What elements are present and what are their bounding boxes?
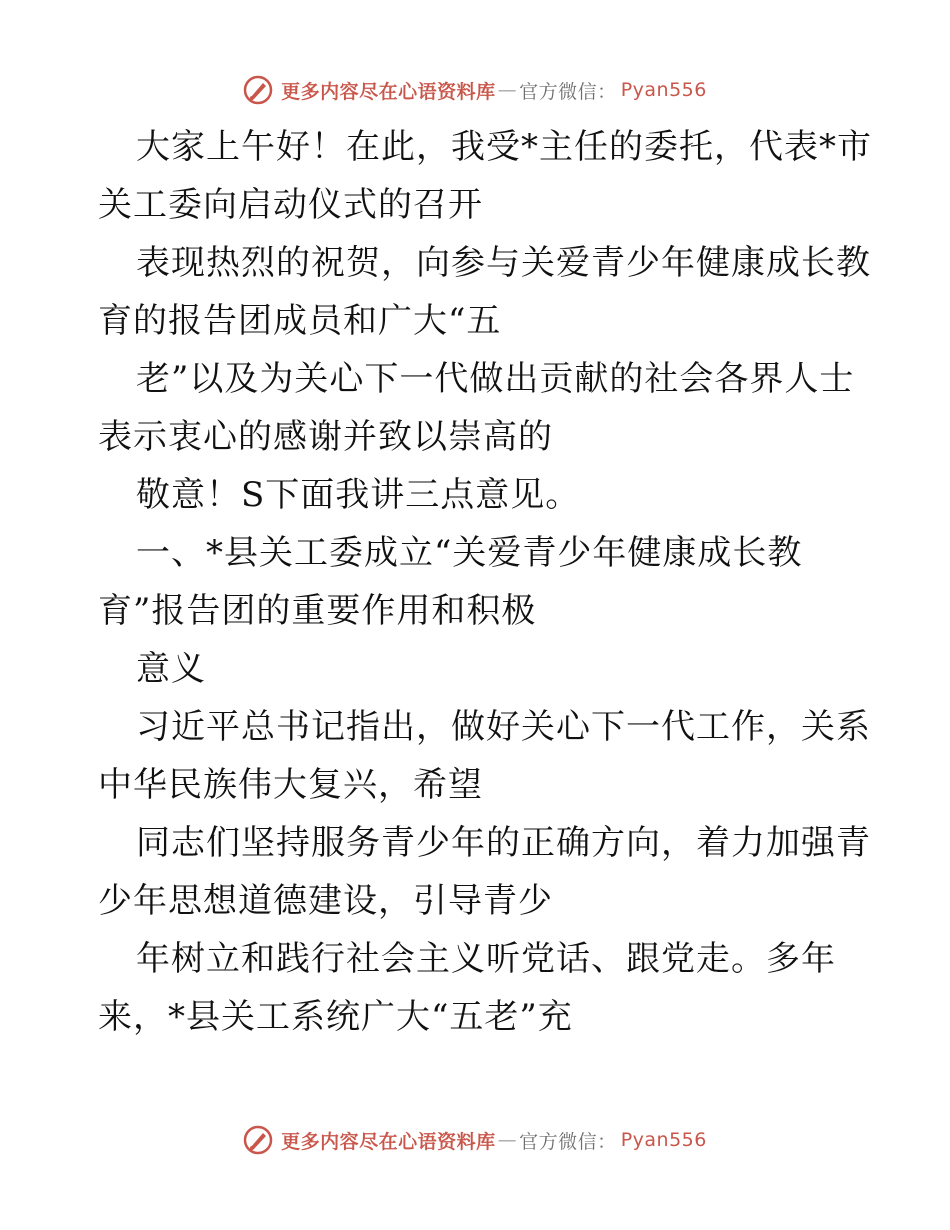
text-line: 关工委向启动仪式的召开 bbox=[98, 185, 483, 225]
header-watermark bbox=[0, 70, 950, 110]
text-line: 敬意！S下面我讲三点意见。 bbox=[136, 475, 581, 515]
quill-logo-icon bbox=[243, 75, 273, 105]
watermark-main-text: 更多内容尽在心语资料库 bbox=[281, 80, 496, 103]
text-line: 来，*县关工系统广大“五老”充 bbox=[98, 997, 573, 1037]
watermark-dash: — bbox=[497, 1129, 518, 1151]
section-heading-line: 一、*县关工委成立“关爱青少年健康成长教 bbox=[136, 533, 803, 573]
watermark-wechat-id: Pyan556 bbox=[620, 1129, 707, 1151]
section-heading-line: 意义 bbox=[136, 649, 206, 689]
text-line: 习近平总书记指出，做好关心下一代工作，关系 bbox=[136, 707, 871, 747]
watermark-wechat-id: Pyan556 bbox=[620, 79, 707, 101]
text-line: 育的报告团成员和广大“五 bbox=[98, 301, 502, 341]
watermark-main-text: 更多内容尽在心语资料库 bbox=[281, 1130, 496, 1153]
text-line: 表示衷心的感谢并致以崇高的 bbox=[98, 417, 553, 457]
watermark-sub-text: 官方微信： bbox=[519, 1130, 617, 1153]
document-body bbox=[98, 118, 872, 1046]
watermark-dash: — bbox=[497, 79, 518, 101]
text-line: 大家上午好！在此，我受*主任的委托，代表*市 bbox=[136, 127, 872, 167]
section-heading-line: 育”报告团的重要作用和积极 bbox=[98, 591, 537, 631]
text-line: 中华民族伟大复兴，希望 bbox=[98, 765, 483, 805]
footer-watermark bbox=[0, 1120, 950, 1160]
text-line: 少年思想道德建设，引导青少 bbox=[98, 881, 553, 921]
text-line: 老”以及为关心下一代做出贡献的社会各界人士 bbox=[136, 359, 855, 399]
text-line: 年树立和践行社会主义听党话、跟党走。多年 bbox=[136, 939, 836, 979]
watermark-sub-text: 官方微信： bbox=[519, 80, 617, 103]
text-line: 同志们坚持服务青少年的正确方向，着力加强青 bbox=[136, 823, 871, 863]
text-line: 表现热烈的祝贺，向参与关爱青少年健康成长教 bbox=[136, 243, 871, 283]
quill-logo-icon bbox=[243, 1125, 273, 1155]
